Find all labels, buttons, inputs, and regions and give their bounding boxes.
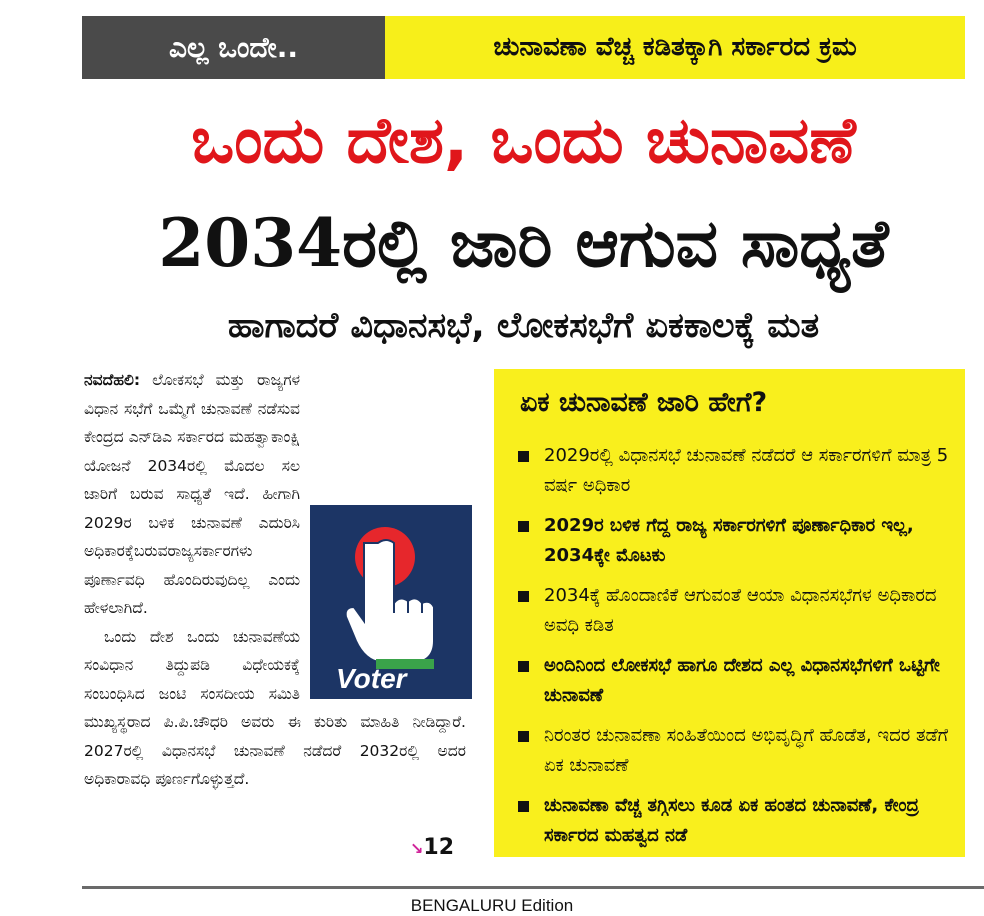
edition-label: BENGALURU Edition: [410, 896, 574, 915]
article-dateline: ನವದೆಹಲಿ:: [84, 371, 141, 389]
list-item: ಅಂದಿನಿಂದ ಲೋಕಸಭೆ ಹಾಗೂ ದೇಶದ ಎಲ್ಲ ವಿಧಾನಸಭೆಗಳಿಗೆ ಒಟ್ಟಿಗೇ ಚುನಾವಣೆ: [518, 651, 958, 711]
headline-deck: ಹಾಗಾದರೆ ವಿಧಾನಸಭೆ, ಲೋಕಸಭೆಗೆ ಏಕಕಾಲಕ್ಕೆ ಮತ: [227, 306, 820, 346]
square-bullet-icon: [518, 521, 529, 532]
pointing-hand-icon: [340, 535, 440, 665]
list-item: 2029ರ ಬಳಿಕ ಗೆದ್ದ ರಾಜ್ಯ ಸರ್ಕಾರಗಳಿಗೆ ಪೂರ್ಣಾಧಿಕಾರ ಇಲ್ಲ, 2034ಕ್ಕೇ ಮೊಟಕು: [518, 511, 958, 571]
info-box-title: ಏಕ ಚುನಾವಣೆ ಜಾರಿ ಹೇಗೆ?: [520, 387, 768, 418]
square-bullet-icon: [518, 801, 529, 812]
headline-sub: [82, 196, 965, 291]
footer-divider: [82, 886, 984, 889]
list-item: 2029ರಲ್ಲಿ ವಿಧಾನಸಭೆ ಚುನಾವಣೆ ನಡೆದರೆ ಆ ಸರ್ಕಾರಗಳಿಗೆ ಮಾತ್ರ 5 ವರ್ಷ ಅಧಿಕಾರ: [518, 441, 958, 501]
square-bullet-icon: [518, 451, 529, 462]
section-kicker: ಎಲ್ಲ ಒಂದೇ..: [82, 16, 385, 79]
article-paragraph-2: ಒಂದು ದೇಶ ಒಂದು ಚುನಾವಣೆಯ ಸಂವಿಧಾನ ತಿದ್ದುಪಡಿ ವಿಧೇಯಕಕ್ಕೆ ಸಂಬಂಧಿಸಿದ ಜಂಟಿ ಸಂಸದೀಯ ಸಮಿತಿ ಮುಖ್ಯಸ್ಥರಾದ ಪಿ.ಪಿ.ಚೌಧರಿ ಅವರು ಈ ಕುರಿತು ಮಾಹಿತಿ ನೀಡಿದ್ದಾರೆ. 2027ರಲ್ಲಿ ವಿಧಾನಸಭೆ ಚುನಾವಣೆ ನಡೆದರೆ 2032ರಲ್ಲಿ ಅದರ ಅಧಿಕಾರಾವಧಿ ಪೂರ್ಣಗೊಳ್ಳುತ್ತದೆ.: [84, 627, 466, 788]
headline-sub-text: ರಲ್ಲಿ ಜಾರಿ ಆಗುವ ಸಾಧ್ಯತೆ: [342, 205, 889, 282]
voter-caption: Voter: [336, 663, 407, 694]
info-box: [494, 369, 965, 857]
article-body: [84, 366, 466, 866]
list-item: ಚುನಾವಣಾ ವೆಚ್ಚ ತಗ್ಗಿಸಲು ಕೂಡ ಏಕ ಹಂತದ ಚುನಾವಣೆ, ಕೇಂದ್ರ ಸರ್ಕಾರದ ಮಹತ್ವದ ನಡೆ: [518, 791, 958, 851]
top-strap: [82, 16, 965, 79]
headline-main: ಒಂದು ದೇಶ, ಒಂದು ಚುನಾವಣೆ: [191, 104, 856, 178]
article-paragraph-1: ನವದೆಹಲಿ: ಲೋಕಸಭೆ ಮತ್ತು ರಾಜ್ಯಗಳ ವಿಧಾನ ಸಭೆಗೆ ಒಮ್ಮೆಗೆ ಚುನಾವಣೆ ನಡೆಸುವ ಕೇಂದ್ರದ ಎನ್‌ಡಿಎ ಸರ್ಕಾರದ ಮಹತ್ವಾಕಾಂಕ್ಷಿ ಯೋಜನೆ 2034ರಲ್ಲಿ ಮೊದಲ ಸಲ ಜಾರಿಗೆ ಬರುವ ಸಾಧ್ಯತೆ ಇದೆ. ಹೀಗಾಗಿ 2029ರ ಬಳಿಕ ಚುನಾವಣೆ ಎದುರಿಸಿ ಅಧಿಕಾರಕ್ಕೆಬರುವರಾಜ್ಯಸರ್ಕಾರಗಳು ಪೂರ್ಣಾವಧಿ ಹೊಂದಿರುವುದಿಲ್ಲ ಎಂದು ಹೇಳಲಾಗಿದೆ.: [84, 371, 300, 617]
strap-text: ಚುನಾವಣಾ ವೆಚ್ಚ ಕಡಿತಕ್ಕಾಗಿ ಸರ್ಕಾರದ ಕ್ರಮ: [385, 16, 965, 79]
list-item: ನಿರಂತರ ಚುನಾವಣಾ ಸಂಹಿತೆಯಿಂದ ಅಭಿವೃದ್ಧಿಗೆ ಹೊಡೆತ, ಇದರ ತಡೆಗೆ ಏಕ ಚುನಾವಣೆ: [518, 721, 958, 781]
voter-logo-image: [310, 505, 472, 699]
list-item: 2034ಕ್ಕೆ ಹೊಂದಾಣಿಕೆ ಆಗುವಂತೆ ಆಯಾ ವಿಧಾನಸಭೆಗಳ ಅಧಿಕಾರದ ಅವಧಿ ಕಡಿತ: [518, 581, 958, 641]
headline-year: 2034: [158, 204, 343, 282]
square-bullet-icon: [518, 591, 529, 602]
info-box-list: [518, 441, 958, 861]
square-bullet-icon: [518, 731, 529, 742]
continued-page-number: 12: [423, 835, 455, 860]
square-bullet-icon: [518, 661, 529, 672]
continued-marker: [410, 835, 454, 860]
continue-arrow-icon: ↘: [410, 839, 424, 858]
